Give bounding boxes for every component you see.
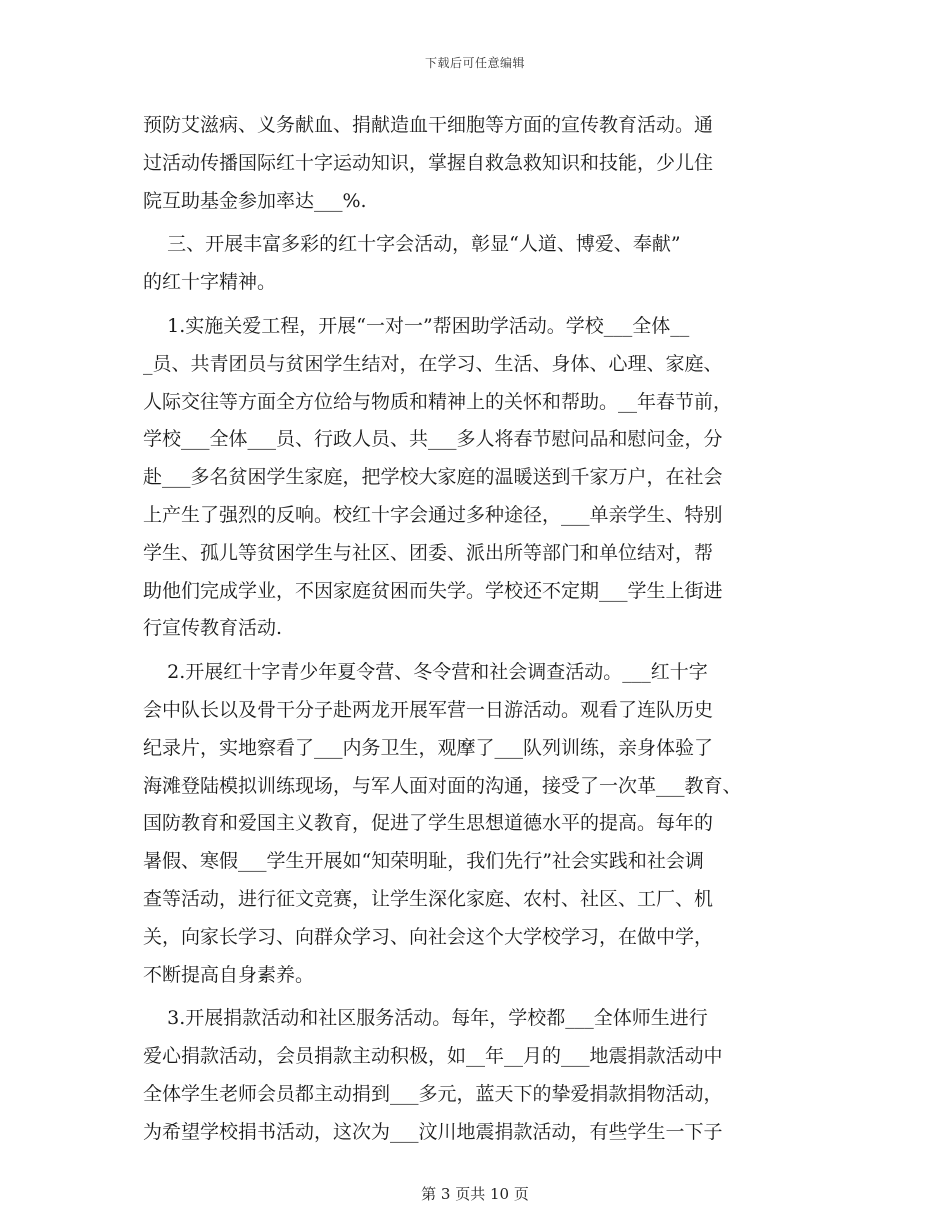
body-line: 查等活动，进行征文竞赛，让学生深化家庭、农村、社区、工厂、机 [143,887,714,910]
body-line: 院互助基金参加率达___%. [143,189,367,212]
body-line: 暑假、寒假___学生开展如“知荣明耻，我们先行”社会实践和社会调 [143,850,704,873]
body-line: 的红十字精神。 [143,271,277,294]
body-line: 上产生了强烈的反响。校红十字会通过多种途径，___单亲学生、特别 [143,503,723,526]
body-line: 学生、孤儿等贫困学生与社区、团委、派出所等部门和单位结对，帮 [143,541,714,564]
body-line: 预防艾滋病、义务献血、捐献造血干细胞等方面的宣传教育活动。通 [143,114,714,136]
page-footer: 第 3 页共 10 页 [421,1185,529,1203]
body-line: 行宣传教育活动. [143,617,283,640]
body-line: 人际交往等方面全方位给与物质和精神上的关怀和帮助。__年春节前， [143,390,733,413]
body-line: 国防教育和爱国主义教育，促进了学生思想道德水平的提高。每年的 [143,812,714,835]
body-line: 助他们完成学业，不因家庭贫困而失学。学校还不定期___学生上街进 [143,579,723,602]
body-line: 赴___多名贫困学生家庭，把学校大家庭的温暖送到千家万户，在社会 [143,466,723,489]
body-line: 纪录片，实地察看了___内务卫生，观摩了___队列训练，亲身体验了 [143,736,714,759]
body-line: 过活动传播国际红十字运动知识，掌握自救急救知识和技能，少儿住 [143,151,714,174]
body-line: 不断提高自身素养。 [143,963,315,986]
body-line: 学校___全体___员、行政人员、共___多人将春节慰问品和慰问金，分 [143,428,723,451]
page-header: 下载后可任意编辑 [424,56,525,70]
body-line: 3.开展捐款活动和社区服务活动。每年，学校都___全体师生进行 [143,1007,708,1030]
body-line: 全体学生老师会员都主动捐到___多元，蓝天下的挚爱捐款捐物活动， [143,1082,723,1105]
body-line: 海滩登陆模拟训练现场，与军人面对面的沟通，接受了一次革___教育、 [143,774,742,797]
body-line: 关，向家长学习、向群众学习、向社会这个大学校学习，在做中学， [143,925,714,948]
section-heading: 三、开展丰富多彩的红十字会活动，彰显“人道、博爱、奉献” [143,233,681,256]
body-line: 会中队长以及骨干分子赴两龙开展军营一日游活动。观看了连队历史 [143,698,714,721]
body-line: 为希望学校捐书活动，这次为___汶川地震捐款活动，有些学生一下子 [143,1120,723,1143]
body-line: 1.实施关爱工程，开展“一对一”帮困助学活动。学校___全体__ [143,314,690,337]
body-line: _员、共青团员与贫困学生结对，在学习、生活、身体、心理、家庭、 [143,352,723,375]
body-line: 爱心捐款活动，会员捐款主动积极，如__年__月的___地震捐款活动中 [143,1045,723,1068]
body-line: 2.开展红十字青少年夏令营、冬令营和社会调查活动。___红十字 [143,661,708,684]
document-body [143,107,823,1152]
